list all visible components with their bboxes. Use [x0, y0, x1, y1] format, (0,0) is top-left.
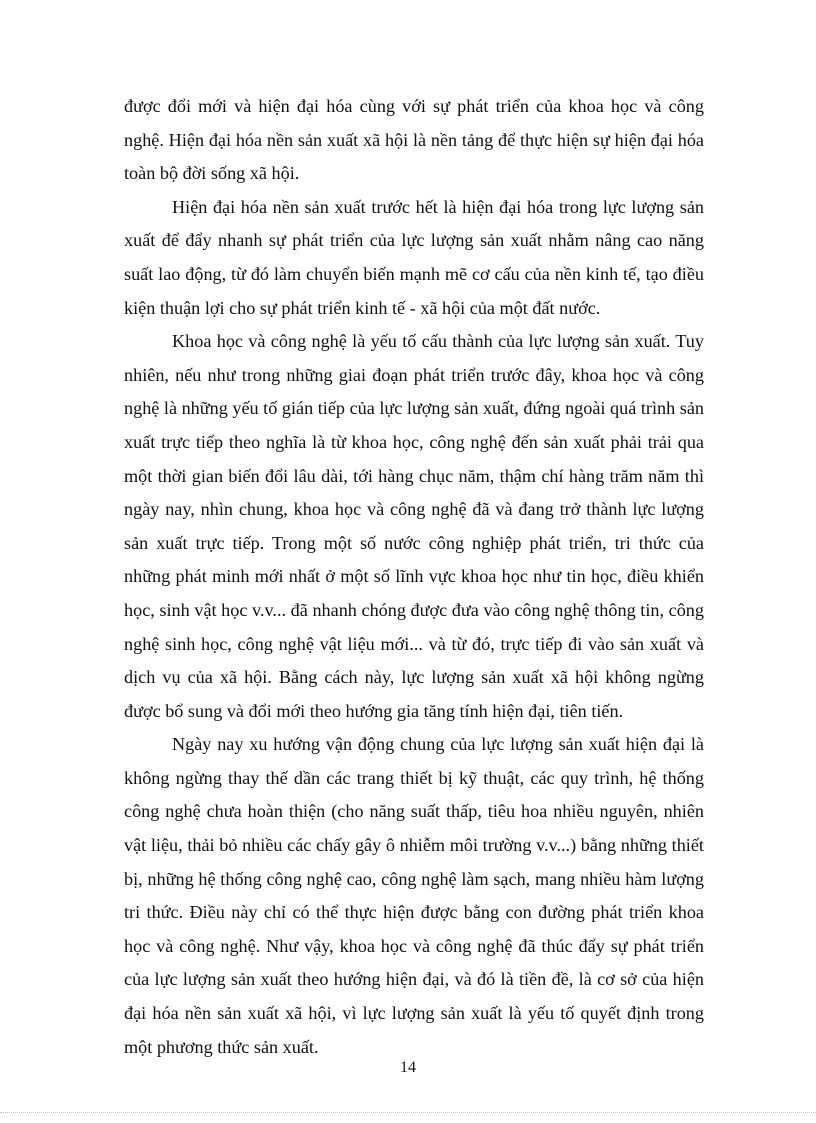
page-body	[124, 90, 704, 1064]
paragraph-trend: Ngày nay xu hướng vận động chung của lực lượng sản xuất hiện đại là không ngừng thay thế dần các trang thiết bị kỹ thuật, các quy trình, hệ thống công nghệ chưa hoàn thiện (cho năng suất thấp, tiêu hoa nhiều nguyên, nhiên vật liệu, thải bỏ nhiều các chấy gây ô nhiễm môi trường v.v...) bằng những thiết bị, những hệ thống công nghệ cao, công nghệ làm sạch, mang nhiều hàm lượng tri thức. Điều này chỉ có thể thực hiện được bằng con đường phát triển khoa học và công nghệ. Như vậy, khoa học và công nghệ đã thúc đẩy sự phát triển của lực lượng sản xuất theo hướng hiện đại, và đó là tiền đề, là cơ sở của hiện đại hóa nền sản xuất xã hội, vì lực lượng sản xuất là yếu tố quyết định trong một phương thức sản xuất.	[124, 734, 704, 1057]
page-bottom-divider	[0, 1112, 816, 1113]
paragraph-continuation: được đổi mới và hiện đại hóa cùng với sự phát triển của khoa học và công nghệ. Hiện đại hóa nền sản xuất xã hội là nền tảng để thực hiện sự hiện đại hóa toàn bộ đời sống xã hội.	[124, 96, 704, 184]
page-number: 14	[400, 1059, 416, 1076]
paragraph-science-technology: Khoa học và công nghệ là yếu tố cấu thành của lực lượng sản xuất. Tuy nhiên, nếu như trong những giai đoạn phát triển trước đây, khoa học và công nghệ là những yếu tố gián tiếp của lực lượng sản xuất, đứng ngoài quá trình sản xuất trực tiếp theo nghĩa là từ khoa học, công nghệ đến sản xuất phải trải qua một thời gian biến đổi lâu dài, tới hàng chục năm, thậm chí hàng trăm năm thì ngày nay, nhìn chung, khoa học và công nghệ đã và đang trở thành lực lượng sản xuất trực tiếp. Trong một số nước công nghiệp phát triển, tri thức của những phát minh mới nhất ở một số lĩnh vực khoa học như tin học, điều khiển học, sinh vật học v.v... đã nhanh chóng được đưa vào công nghệ thông tin, công nghệ sinh học, công nghệ vật liệu mới... và từ đó, trực tiếp đi vào sản xuất và dịch vụ của xã hội. Bằng cách này, lực lượng sản xuất xã hội không ngừng được bổ sung và đổi mới theo hướng gia tăng tính hiện đại, tiên tiến.	[124, 331, 704, 721]
paragraph-modernization: Hiện đại hóa nền sản xuất trước hết là hiện đại hóa trong lực lượng sản xuất để đẩy nhanh sự phát triển của lực lượng sản xuất nhằm nâng cao năng suất lao động, từ đó làm chuyển biến mạnh mẽ cơ cấu của nền kinh tế, tạo điều kiện thuận lợi cho sự phát triển kinh tế - xã hội của một đất nước.	[124, 196, 704, 318]
